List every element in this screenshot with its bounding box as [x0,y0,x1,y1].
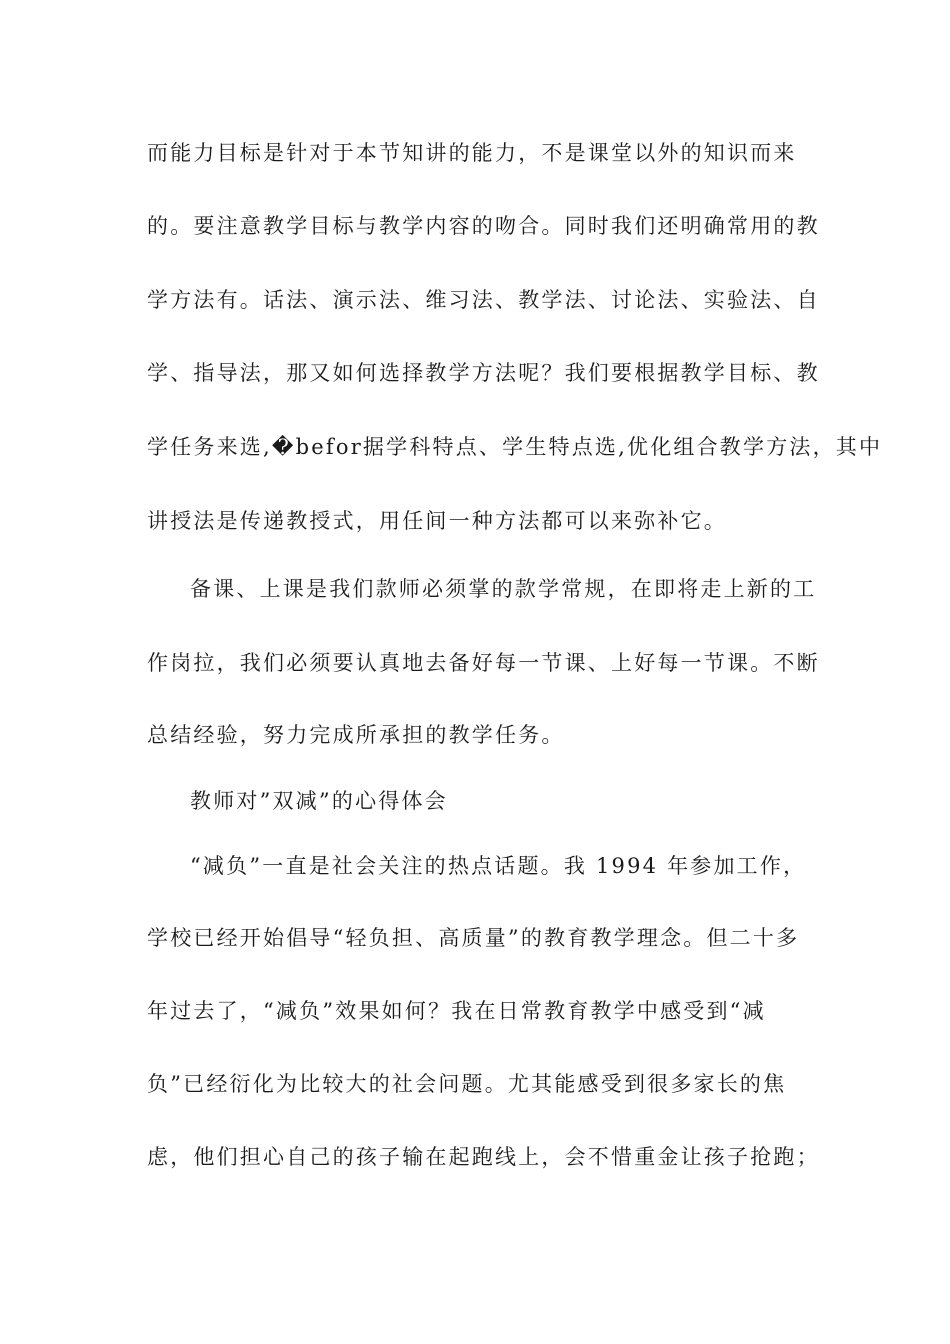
section-heading: 教师对”双减”的心得体会 [190,789,448,813]
paragraph-line: 学任务来选,�befor据学科特点、学生特点选,优化组合教学方法，其中 [147,435,883,459]
paragraph-line: 而能力目标是针对于本节知讲的能力，不是课堂以外的知识而来 [147,141,797,165]
paragraph-line: 作岗拉，我们必须要认真地去备好每一节课、上好每一节课。不断 [147,651,820,675]
paragraph-line: 备课、上课是我们款师必须掌的款学常规，在即将走上新的工 [190,577,817,601]
paragraph-line: 学、指导法，那又如何选择教学方法呢？我们要根据教学目标、教 [147,361,820,385]
paragraph-line: 学校已经开始倡导“轻负担、高质量”的教育教学理念。但二十多 [147,926,800,950]
paragraph-line: 讲授法是传递教授式，用任间一种方法都可以来弥补它。 [147,509,727,533]
paragraph-line: 的。要注意教学目标与教学内容的吻合。同时我们还明确常用的教 [147,214,820,238]
paragraph-line: 总结经验，努力完成所承担的教学任务。 [147,723,565,747]
paragraph-line: “减负”一直是社会关注的热点话题。我 1994 年参加工作， [190,854,807,878]
paragraph-line: 学方法有。话法、演示法、维习法、教学法、讨论法、实验法、自 [147,288,820,312]
paragraph-line: 虑，他们担心自己的孩子输在起跑线上，会不惜重金让孩子抢跑； [147,1145,820,1169]
paragraph-line: 年过去了，“减负”效果如何？我在日常教育教学中感受到“减 [147,999,766,1023]
paragraph-line: 负”已经衍化为比较大的社会问题。尤其能感受到很多家长的焦 [147,1072,787,1096]
